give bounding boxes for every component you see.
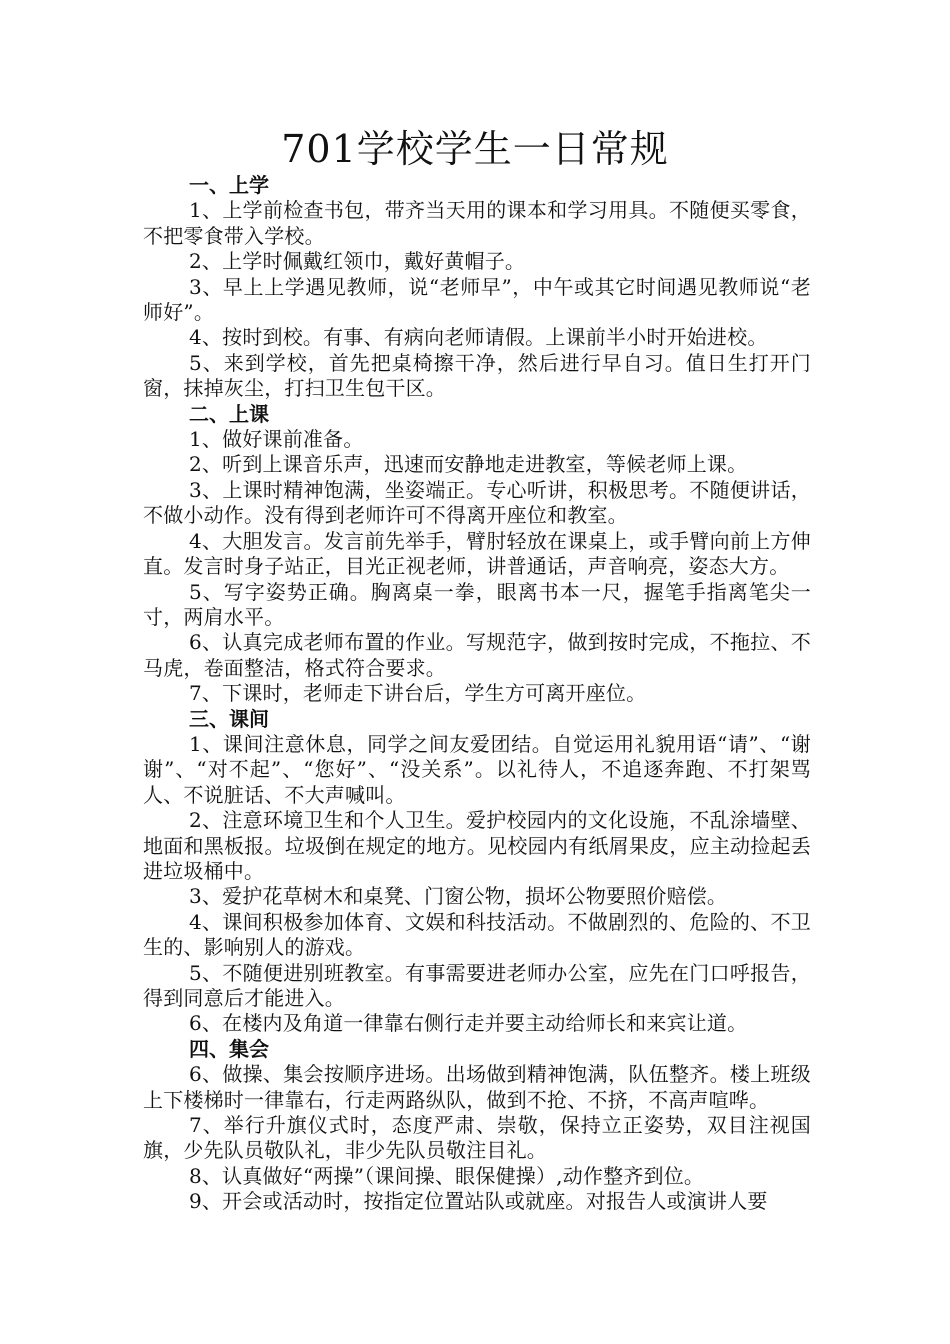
section-heading: 二、上课 [189, 401, 269, 426]
rule-paragraph: 9、开会或活动时，按指定位置站队或就座。对报告人或演讲人要 [189, 1189, 768, 1214]
rule-paragraph: 2、听到上课音乐声，迅速而安静地走进教室，等候老师上课。 [189, 452, 748, 477]
rule-paragraph: 5、来到学校，首先把桌椅擦干净，然后进行早自习。值日生打开门窗，抹掉灰尘，打扫卫生包干区。 [143, 350, 811, 401]
rule-paragraph: 1、课间注意休息，同学之间友爱团结。自觉运用礼貌用语“请”、“谢谢”、“对不起”、“您好”、“没关系”。以礼待人，不追逐奔跑、不打架骂人、不说脏话、不大声喊叫。 [143, 731, 811, 807]
rule-paragraph: 1、做好课前准备。 [189, 427, 364, 452]
rule-paragraph: 6、在楼内及角道一律靠右侧行走并要主动给师长和来宾让道。 [189, 1011, 748, 1036]
document-body [143, 173, 811, 1215]
rule-paragraph: 1、上学前检查书包，带齐当天用的课本和学习用具。不随便买零食，不把零食带入学校。 [143, 198, 811, 248]
rule-paragraph: 8、认真做好“两操”（课间操、眼保健操）,动作整齐到位。 [189, 1163, 705, 1188]
rule-paragraph: 4、大胆发言。发言前先举手，臂肘轻放在课桌上，或手臂向前上方伸直。发言时身子站正，目光正视老师，讲普通话，声音响亮，姿态大方。 [143, 528, 811, 579]
rule-paragraph: 5、写字姿势正确。胸离桌一拳，眼离书本一尺，握笔手指离笔尖一寸，两肩水平。 [143, 579, 811, 629]
section-heading: 四、集会 [189, 1036, 269, 1061]
rule-paragraph: 6、做操、集会按顺序进场。出场做到精神饱满，队伍整齐。楼上班级上下楼梯时一律靠右，行走两路纵队，做到不抢、不挤，不高声喧哗。 [143, 1062, 811, 1112]
document-title: 701学校学生一日常规 [281, 127, 669, 171]
rule-paragraph: 3、爱护花草树木和桌凳、门窗公物，损坏公物要照价赔偿。 [189, 884, 728, 909]
rule-paragraph: 7、下课时，老师走下讲台后，学生方可离开座位。 [189, 681, 647, 706]
rule-paragraph: 6、认真完成老师布置的作业。写规范字，做到按时完成，不拖拉、不马虎，卷面整洁，格式符合要求。 [143, 630, 811, 680]
rule-paragraph: 4、按时到校。有事、有病向老师请假。上课前半小时开始进校。 [189, 325, 768, 350]
rule-paragraph: 2、注意环境卫生和个人卫生。爱护校园内的文化设施，不乱涂墙壁、地面和黑板报。垃圾倒在规定的地方。见校园内有纸屑果皮，应主动捡起丢进垃圾桶中。 [143, 808, 811, 883]
section-heading: 三、课间 [189, 706, 269, 731]
rule-paragraph: 3、上课时精神饱满，坐姿端正。专心听讲，积极思考。不随便讲话，不做小动作。没有得到老师许可不得离开座位和教室。 [143, 477, 811, 528]
rule-paragraph: 5、不随便进别班教室。有事需要进老师办公室，应先在门口呼报告，得到同意后才能进入。 [143, 960, 811, 1010]
rule-paragraph: 7、举行升旗仪式时，态度严肃、崇敬，保持立正姿势，双目注视国旗，少先队员敬队礼，非少先队员敬注目礼。 [143, 1113, 811, 1163]
rule-paragraph: 4、课间积极参加体育、文娱和科技活动。不做剧烈的、危险的、不卫生的、影响别人的游戏。 [143, 909, 811, 960]
section-heading: 一、上学 [189, 173, 269, 197]
rule-paragraph: 3、早上上学遇见教师，说“老师早”，中午或其它时间遇见教师说“老师好”。 [143, 274, 811, 325]
rule-paragraph: 2、上学时佩戴红领巾，戴好黄帽子。 [189, 249, 526, 274]
